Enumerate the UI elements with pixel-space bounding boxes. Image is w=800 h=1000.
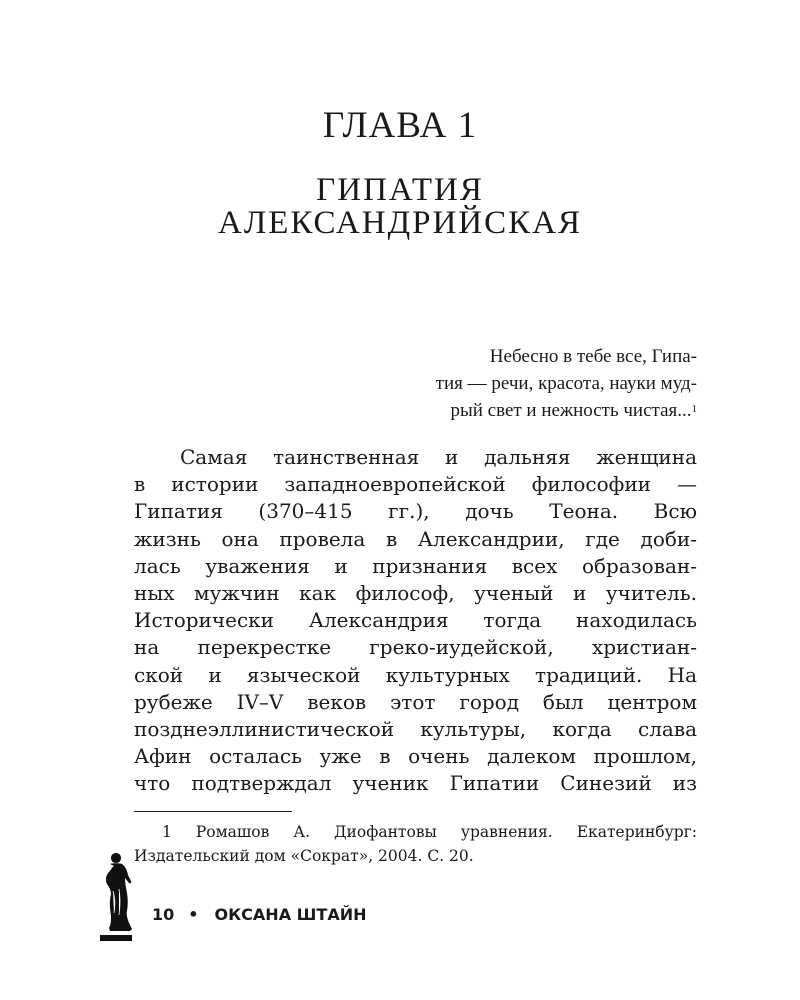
footnote-marker[interactable]: 1 [691,403,697,415]
footnote [134,820,697,868]
chapter-title-line-2: АЛЕКСАНДРИЙСКАЯ [218,205,582,241]
chapter-label: ГЛАВА 1 [322,105,478,146]
footnote-line-2: Издательский дом «Сократ», 2004. С. 20. [134,847,474,865]
epigraph-line: Небесно в тебе все, Гипа- [489,346,697,367]
footnote-text-1: Ромашов А. Диофантовы уравнения. Екатеринбург: [195,823,697,841]
footer-separator: • [188,905,199,924]
paragraph-line: рубеже IV–V веков этот город был центром [134,689,697,714]
paragraph-line: Гипатия (370–415 гг.), дочь Теона. Всю [134,499,697,524]
epigraph-line: тия — речи, красота, науки муд- [435,373,697,394]
paragraph-line: что подтверждал ученик Гипатии Синезий из [134,771,697,796]
epigraph [400,343,697,424]
paragraph-line: позднеэллинистической культуры, когда слава [134,717,697,742]
running-footer [152,905,367,924]
paragraph-line: жизнь она провела в Александрии, где доби- [134,526,697,551]
chapter-title-line-1: ГИПАТИЯ [316,172,484,208]
statue-icon [94,851,138,941]
paragraph-line: Самая таинственная и дальняя женщина [180,445,697,469]
paragraph-line: Исторически Александрия тогда находилась [134,608,697,633]
paragraph-line: ных мужчин как философ, ученый и учитель. [134,581,697,606]
paragraph-line: Афин осталась уже в очень далеком прошлом, [134,744,697,769]
epigraph-line-text: рый свет и нежность чистая... [450,400,692,421]
paragraph-line: лась уважения и признания всех образован- [134,553,697,578]
paragraph-line: в истории западноевропейской философии — [134,472,697,497]
running-author: ОКСАНА ШТАЙН [214,905,367,924]
footnote-number: 1 [162,823,172,841]
paragraph-line: на перекрестке греко-иудейской, христиан- [134,635,697,660]
footnote-divider [134,811,292,812]
body-paragraph [134,444,697,798]
footnote-line-1 [134,820,697,844]
page-number: 10 [152,905,175,924]
paragraph-line: ской и языческой культурных традиций. На [134,662,697,687]
epigraph-line [400,397,697,424]
